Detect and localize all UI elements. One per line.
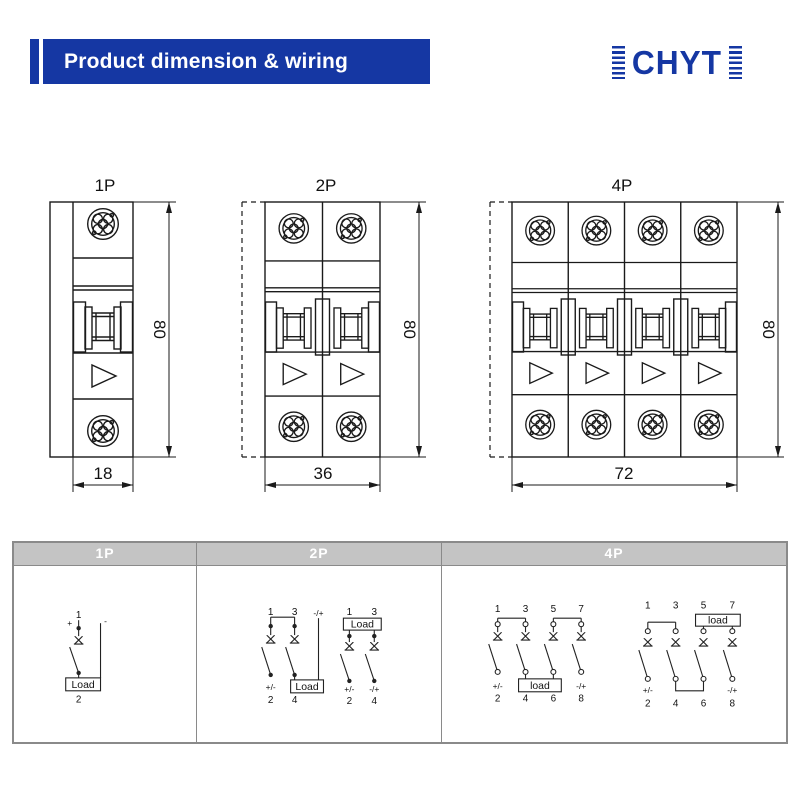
- section-title-bar: [43, 39, 430, 84]
- wiring-diagram-4p: [442, 566, 788, 743]
- load-label: Load: [295, 681, 319, 693]
- dim-width-2p: 36: [313, 464, 333, 483]
- logo-text: CHYT: [631, 43, 722, 81]
- polarity-aux: -/+: [313, 608, 324, 619]
- contact-dot: [292, 624, 296, 628]
- terminal-3: 3: [291, 607, 298, 619]
- drawing-label-1p: 1P: [94, 176, 116, 195]
- polarity-left: +/-: [265, 681, 276, 692]
- terminal-4: 4: [672, 698, 679, 710]
- terminal-2: 2: [645, 698, 651, 710]
- wiring-header-1p: 1P: [14, 543, 197, 565]
- terminal-2: 2: [494, 693, 501, 705]
- load-label: load: [530, 680, 550, 692]
- terminal-4: 4: [522, 693, 529, 705]
- breaker-2p-body: [265, 202, 380, 457]
- terminal-2: 2: [267, 694, 274, 706]
- contact-dot: [269, 673, 273, 677]
- wiring-4p-right-terminals: [645, 629, 734, 682]
- contact-dot: [292, 673, 296, 677]
- terminal-3: 3: [371, 607, 378, 619]
- terminal-1: 1: [267, 607, 274, 619]
- breaker-2p-dimensions: [265, 202, 426, 492]
- logo-stripes-right-icon: [729, 46, 742, 79]
- terminal-3: 3: [672, 600, 679, 612]
- load-label: load: [708, 615, 728, 627]
- contact-dot: [372, 679, 376, 683]
- terminal-1: 1: [346, 607, 353, 619]
- load-label: Load: [71, 679, 95, 691]
- terminal-3: 3: [522, 604, 529, 616]
- wiring-4p-left-terminals: [495, 622, 583, 675]
- breaker-4p-drawing: [460, 166, 800, 501]
- terminal-8: 8: [578, 693, 584, 705]
- terminal-2: 2: [346, 695, 353, 707]
- polarity-minus: -: [104, 616, 107, 627]
- wiring-header-2p: 2P: [197, 543, 442, 565]
- breaker-2p-phantom-outline: [242, 202, 265, 457]
- breaker-4p-body: [512, 202, 737, 457]
- breaker-1p-drawing: [40, 166, 190, 501]
- contact-dot: [347, 634, 351, 638]
- contact-dot: [372, 634, 376, 638]
- polarity-left: +/-: [642, 684, 653, 695]
- dim-width-4p: 72: [614, 464, 634, 483]
- terminal-4: 4: [371, 695, 378, 707]
- load-label: Load: [350, 619, 374, 631]
- dim-height-2p: 80: [400, 320, 419, 339]
- polarity-right: -/+: [576, 680, 587, 691]
- breaker-1p-dimensions: [73, 202, 176, 492]
- wiring-table-header: [14, 543, 786, 566]
- terminal-5: 5: [550, 604, 557, 616]
- contact-dot: [76, 671, 80, 675]
- polarity-right: -/+: [369, 683, 380, 694]
- terminal-1: 1: [645, 600, 651, 612]
- wiring-diagram-2p: [197, 566, 441, 743]
- dim-height-4p: 80: [759, 320, 778, 339]
- polarity-right: -/+: [727, 684, 738, 695]
- polarity-plus: +: [67, 618, 73, 629]
- brand-logo: [612, 44, 742, 80]
- terminal-5: 5: [700, 600, 707, 612]
- drawing-label-2p: 2P: [315, 176, 337, 195]
- wiring-cell-2p: [197, 566, 442, 743]
- terminal-1: 1: [75, 610, 82, 622]
- logo-stripes-left-icon: [612, 46, 625, 79]
- contact-dot: [347, 679, 351, 683]
- wiring-diagram-1p: [14, 566, 196, 743]
- wiring-table: [12, 541, 788, 744]
- drawing-label-4p: 4P: [611, 176, 633, 195]
- terminal-2: 2: [75, 694, 82, 706]
- breaker-1p-body: [50, 202, 133, 457]
- dim-width-1p: 18: [93, 464, 113, 483]
- wiring-cell-1p: [14, 566, 197, 743]
- terminal-8: 8: [729, 698, 736, 710]
- wiring-header-4p: 4P: [604, 545, 624, 561]
- contact-dot: [269, 624, 273, 628]
- terminal-7: 7: [578, 604, 584, 616]
- breaker-4p-phantom-outline: [490, 202, 512, 457]
- terminal-6: 6: [550, 693, 557, 705]
- terminal-6: 6: [700, 698, 707, 710]
- dim-height-1p: 80: [150, 320, 169, 339]
- polarity-left: +/-: [492, 680, 503, 691]
- title-accent-bar: [30, 39, 39, 84]
- breaker-2p-drawing: [225, 166, 440, 501]
- wiring-cell-4p: [442, 566, 788, 743]
- terminal-7: 7: [729, 600, 736, 612]
- wiring-table-body: [14, 566, 786, 743]
- polarity-left: +/-: [344, 683, 355, 694]
- terminal-1: 1: [494, 604, 501, 616]
- terminal-4: 4: [291, 694, 298, 706]
- contact-dot: [76, 626, 80, 630]
- breaker-4p-dimensions: [512, 202, 784, 492]
- page-title: Product dimension & wiring: [64, 50, 349, 73]
